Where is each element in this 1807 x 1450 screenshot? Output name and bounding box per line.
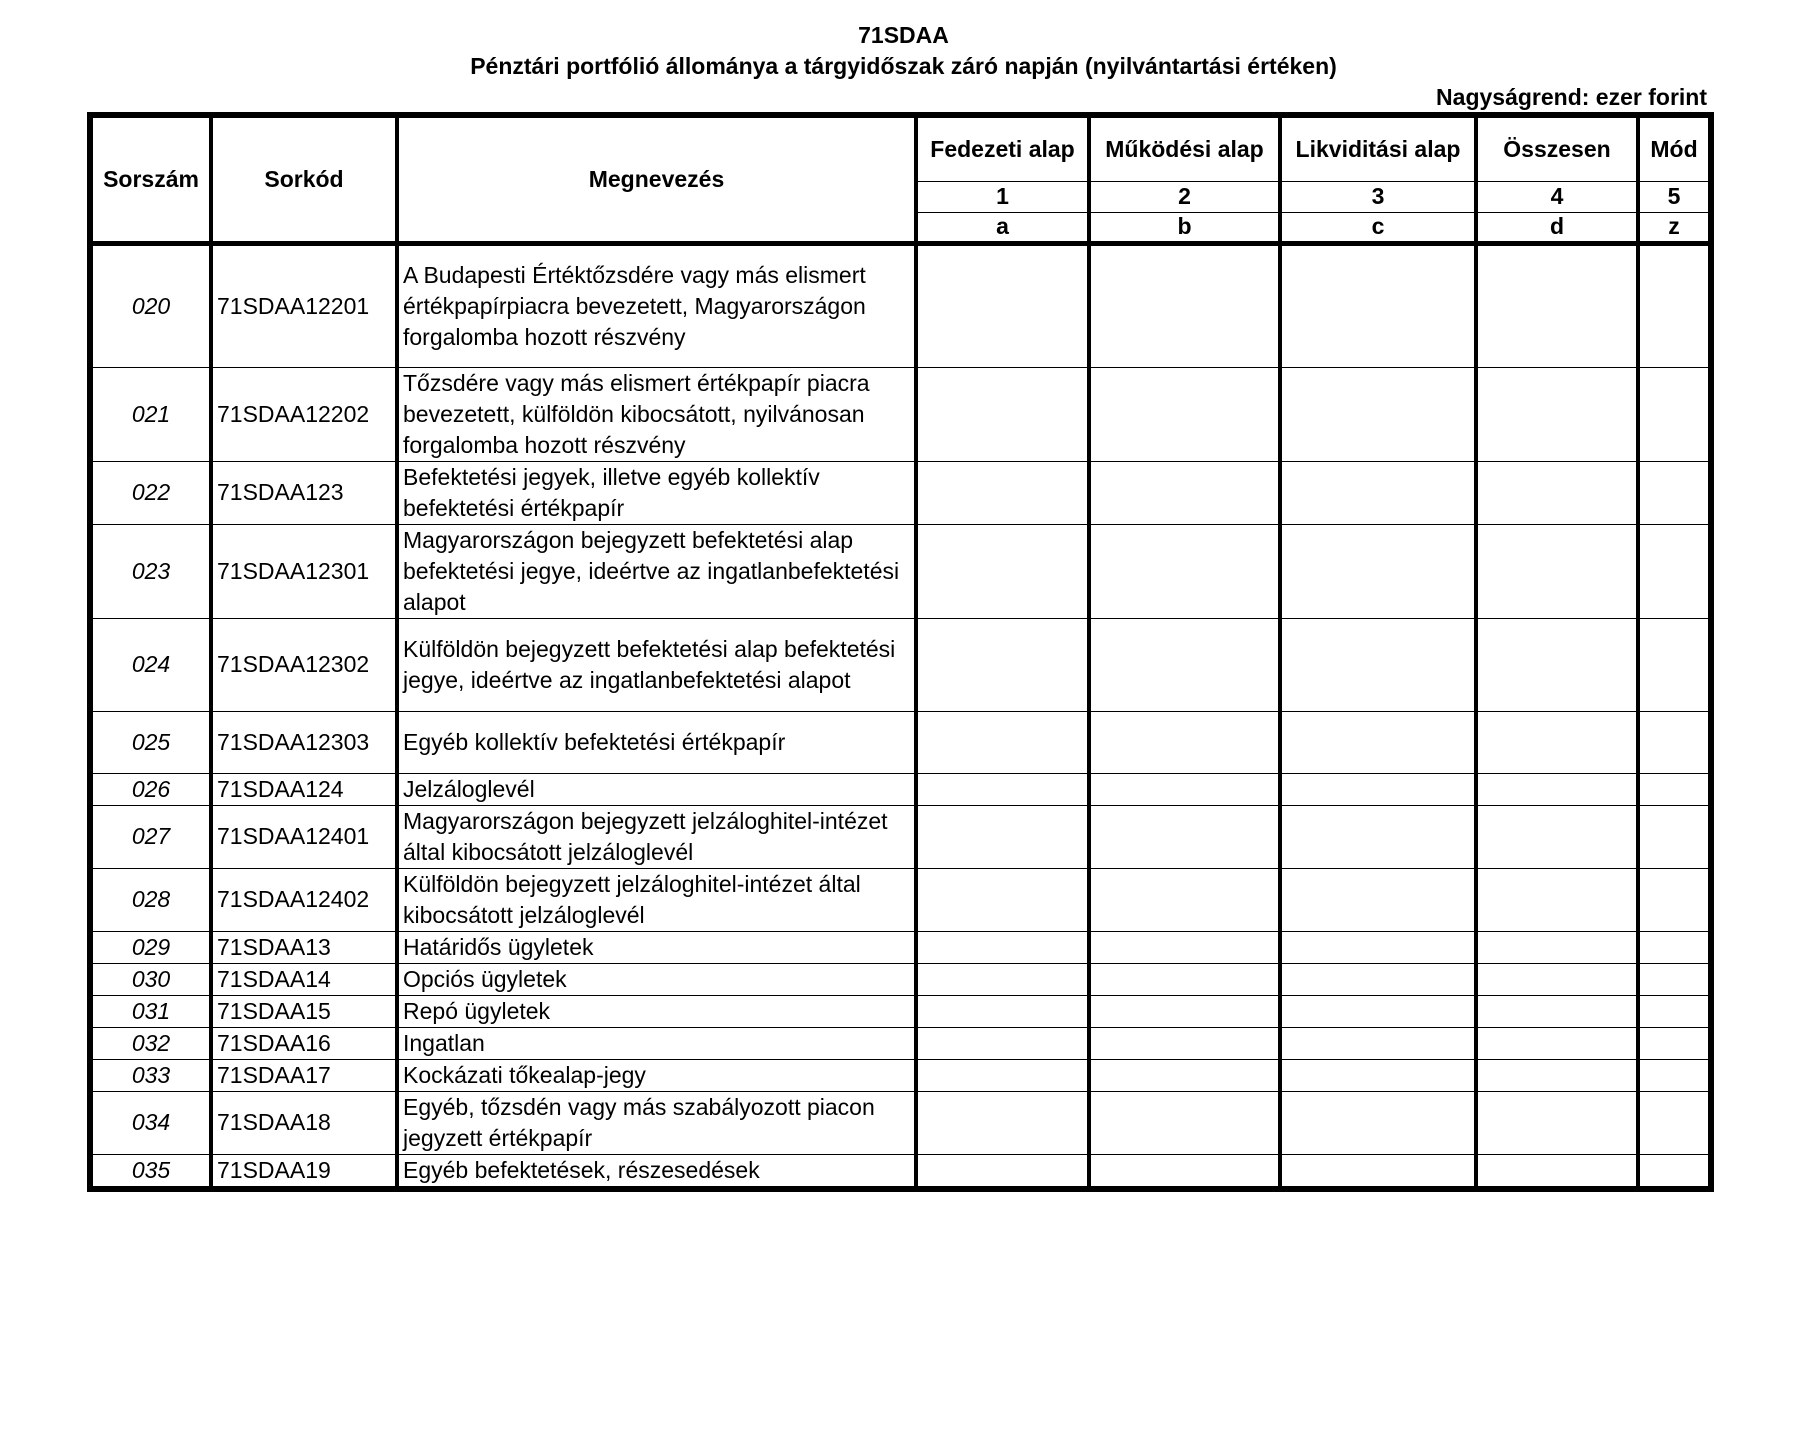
row-number: 023 [90, 524, 211, 618]
row-number: 033 [90, 1059, 211, 1091]
cell-fedezeti-alap[interactable] [916, 995, 1089, 1027]
cell-osszesen[interactable] [1476, 931, 1638, 963]
cell-mukodesi-alap[interactable] [1089, 711, 1280, 773]
cell-fedezeti-alap[interactable] [916, 868, 1089, 931]
cell-fedezeti-alap[interactable] [916, 1059, 1089, 1091]
cell-mod[interactable] [1638, 868, 1711, 931]
row-number: 028 [90, 868, 211, 931]
cell-mukodesi-alap[interactable] [1089, 1027, 1280, 1059]
cell-fedezeti-alap[interactable] [916, 931, 1089, 963]
cell-mukodesi-alap[interactable] [1089, 931, 1280, 963]
cell-osszesen[interactable] [1476, 243, 1638, 367]
row-description: Magyarországon bejegyzett befektetési alap befektetési jegye, ideértve az ingatlanbefektetési alapot [397, 524, 916, 618]
header-letter-z: z [1638, 212, 1711, 243]
row-description: Befektetési jegyek, illetve egyéb kollektív befektetési értékpapír [397, 461, 916, 524]
header-number-3: 3 [1280, 181, 1476, 212]
row-description: Opciós ügyletek [397, 963, 916, 995]
cell-osszesen[interactable] [1476, 963, 1638, 995]
cell-likviditasi-alap[interactable] [1280, 243, 1476, 367]
cell-fedezeti-alap[interactable] [916, 367, 1089, 461]
row-number: 026 [90, 773, 211, 805]
row-description: Tőzsdére vagy más elismert értékpapír piacra bevezetett, külföldön kibocsátott, nyilvánosan forgalomba hozott részvény [397, 367, 916, 461]
row-number: 027 [90, 805, 211, 868]
row-description: Kockázati tőkealap-jegy [397, 1059, 916, 1091]
row-code: 71SDAA18 [211, 1091, 397, 1154]
cell-likviditasi-alap[interactable] [1280, 461, 1476, 524]
cell-osszesen[interactable] [1476, 805, 1638, 868]
row-description: Egyéb befektetések, részesedések [397, 1154, 916, 1189]
table-row [90, 711, 1711, 773]
cell-mod[interactable] [1638, 524, 1711, 618]
row-number: 034 [90, 1091, 211, 1154]
row-code: 71SDAA123 [211, 461, 397, 524]
header-letter-a: a [916, 212, 1089, 243]
cell-mod[interactable] [1638, 805, 1711, 868]
cell-osszesen[interactable] [1476, 1154, 1638, 1189]
row-code: 71SDAA14 [211, 963, 397, 995]
cell-mod[interactable] [1638, 1059, 1711, 1091]
unit-label: Nagyságrend: ezer forint [1436, 84, 1707, 110]
cell-osszesen[interactable] [1476, 367, 1638, 461]
row-description: Ingatlan [397, 1027, 916, 1059]
cell-likviditasi-alap[interactable] [1280, 1059, 1476, 1091]
cell-mod[interactable] [1638, 1154, 1711, 1189]
cell-osszesen[interactable] [1476, 868, 1638, 931]
header-letter-c: c [1280, 212, 1476, 243]
cell-fedezeti-alap[interactable] [916, 773, 1089, 805]
cell-mod[interactable] [1638, 1091, 1711, 1154]
row-code: 71SDAA12202 [211, 367, 397, 461]
table-row [90, 1027, 1711, 1059]
row-number: 035 [90, 1154, 211, 1189]
row-description: Repó ügyletek [397, 995, 916, 1027]
cell-mod[interactable] [1638, 618, 1711, 711]
cell-likviditasi-alap[interactable] [1280, 367, 1476, 461]
report-code: 71SDAA [858, 22, 949, 48]
cell-fedezeti-alap[interactable] [916, 243, 1089, 367]
cell-mukodesi-alap[interactable] [1089, 1091, 1280, 1154]
cell-fedezeti-alap[interactable] [916, 524, 1089, 618]
table-row [90, 773, 1711, 805]
cell-osszesen[interactable] [1476, 524, 1638, 618]
cell-mukodesi-alap[interactable] [1089, 868, 1280, 931]
cell-mod[interactable] [1638, 367, 1711, 461]
cell-mod[interactable] [1638, 773, 1711, 805]
cell-mod[interactable] [1638, 963, 1711, 995]
cell-likviditasi-alap[interactable] [1280, 995, 1476, 1027]
portfolio-table [87, 112, 1714, 1192]
header-osszesen: Összesen [1476, 115, 1638, 181]
cell-fedezeti-alap[interactable] [916, 711, 1089, 773]
row-code: 71SDAA12301 [211, 524, 397, 618]
cell-mukodesi-alap[interactable] [1089, 618, 1280, 711]
table-row [90, 1091, 1711, 1154]
cell-mukodesi-alap[interactable] [1089, 1154, 1280, 1189]
cell-fedezeti-alap[interactable] [916, 805, 1089, 868]
table-row [90, 805, 1711, 868]
row-number: 022 [90, 461, 211, 524]
row-description: Jelzáloglevél [397, 773, 916, 805]
table-row [90, 868, 1711, 931]
cell-mod[interactable] [1638, 243, 1711, 367]
cell-likviditasi-alap[interactable] [1280, 524, 1476, 618]
row-code: 71SDAA124 [211, 773, 397, 805]
table-row [90, 1154, 1711, 1189]
row-number: 020 [90, 243, 211, 367]
cell-mukodesi-alap[interactable] [1089, 367, 1280, 461]
cell-likviditasi-alap[interactable] [1280, 963, 1476, 995]
cell-mukodesi-alap[interactable] [1089, 773, 1280, 805]
row-description: A Budapesti Értéktőzsdére vagy más elismert értékpapírpiacra bevezetett, Magyarországon forgalomba hozott részvény [397, 243, 916, 367]
row-code: 71SDAA12401 [211, 805, 397, 868]
header-number-5: 5 [1638, 181, 1711, 212]
table-row [90, 995, 1711, 1027]
table-row [90, 1059, 1711, 1091]
header-number-1: 1 [916, 181, 1089, 212]
cell-mukodesi-alap[interactable] [1089, 524, 1280, 618]
row-code: 71SDAA19 [211, 1154, 397, 1189]
cell-mukodesi-alap[interactable] [1089, 243, 1280, 367]
row-description: Határidős ügyletek [397, 931, 916, 963]
cell-osszesen[interactable] [1476, 1027, 1638, 1059]
row-description: Egyéb kollektív befektetési értékpapír [397, 711, 916, 773]
cell-likviditasi-alap[interactable] [1280, 618, 1476, 711]
row-number: 021 [90, 367, 211, 461]
cell-osszesen[interactable] [1476, 618, 1638, 711]
cell-osszesen[interactable] [1476, 461, 1638, 524]
cell-likviditasi-alap[interactable] [1280, 805, 1476, 868]
row-description: Külföldön bejegyzett jelzáloghitel-intézet által kibocsátott jelzáloglevél [397, 868, 916, 931]
cell-mukodesi-alap[interactable] [1089, 1059, 1280, 1091]
cell-fedezeti-alap[interactable] [916, 1154, 1089, 1189]
cell-likviditasi-alap[interactable] [1280, 1027, 1476, 1059]
cell-mod[interactable] [1638, 995, 1711, 1027]
table-row [90, 524, 1711, 618]
cell-mukodesi-alap[interactable] [1089, 995, 1280, 1027]
table-row [90, 243, 1711, 367]
row-code: 71SDAA15 [211, 995, 397, 1027]
row-code: 71SDAA12302 [211, 618, 397, 711]
cell-osszesen[interactable] [1476, 995, 1638, 1027]
header-mod: Mód [1638, 115, 1711, 181]
cell-mod[interactable] [1638, 461, 1711, 524]
header-number-2: 2 [1089, 181, 1280, 212]
row-description: Magyarországon bejegyzett jelzáloghitel-intézet által kibocsátott jelzáloglevél [397, 805, 916, 868]
cell-osszesen[interactable] [1476, 773, 1638, 805]
table-row [90, 963, 1711, 995]
row-description: Külföldön bejegyzett befektetési alap befektetési jegye, ideértve az ingatlanbefektetési alapot [397, 618, 916, 711]
report-title: Pénztári portfólió állománya a tárgyidőszak záró napján (nyilvántartási értéken) [470, 53, 1337, 79]
header-number-4: 4 [1476, 181, 1638, 212]
cell-likviditasi-alap[interactable] [1280, 868, 1476, 931]
row-number: 031 [90, 995, 211, 1027]
row-number: 030 [90, 963, 211, 995]
header-likviditasi-alap: Likviditási alap [1280, 115, 1476, 181]
cell-likviditasi-alap[interactable] [1280, 931, 1476, 963]
table-row [90, 618, 1711, 711]
cell-mod[interactable] [1638, 711, 1711, 773]
table-row [90, 931, 1711, 963]
header-mukodesi-alap: Működési alap [1089, 115, 1280, 181]
row-code: 71SDAA12303 [211, 711, 397, 773]
row-code: 71SDAA13 [211, 931, 397, 963]
cell-mukodesi-alap[interactable] [1089, 963, 1280, 995]
table-row [90, 367, 1711, 461]
row-code: 71SDAA17 [211, 1059, 397, 1091]
cell-mukodesi-alap[interactable] [1089, 805, 1280, 868]
table-body [90, 243, 1711, 1189]
header-letter-d: d [1476, 212, 1638, 243]
row-code: 71SDAA12201 [211, 243, 397, 367]
row-code: 71SDAA12402 [211, 868, 397, 931]
cell-fedezeti-alap[interactable] [916, 963, 1089, 995]
cell-mukodesi-alap[interactable] [1089, 461, 1280, 524]
row-code: 71SDAA16 [211, 1027, 397, 1059]
header-sorszam: Sorszám [90, 115, 211, 243]
row-number: 024 [90, 618, 211, 711]
cell-osszesen[interactable] [1476, 711, 1638, 773]
cell-fedezeti-alap[interactable] [916, 1091, 1089, 1154]
header-sorkod: Sorkód [211, 115, 397, 243]
cell-mod[interactable] [1638, 1027, 1711, 1059]
cell-likviditasi-alap[interactable] [1280, 711, 1476, 773]
header-fedezeti-alap: Fedezeti alap [916, 115, 1089, 181]
cell-likviditasi-alap[interactable] [1280, 773, 1476, 805]
row-description: Egyéb, tőzsdén vagy más szabályozott piacon jegyzett értékpapír [397, 1091, 916, 1154]
cell-osszesen[interactable] [1476, 1091, 1638, 1154]
cell-fedezeti-alap[interactable] [916, 618, 1089, 711]
cell-fedezeti-alap[interactable] [916, 461, 1089, 524]
header-megnevezes: Megnevezés [397, 115, 916, 243]
cell-mod[interactable] [1638, 931, 1711, 963]
cell-fedezeti-alap[interactable] [916, 1027, 1089, 1059]
cell-likviditasi-alap[interactable] [1280, 1154, 1476, 1189]
row-number: 032 [90, 1027, 211, 1059]
cell-osszesen[interactable] [1476, 1059, 1638, 1091]
table-row [90, 461, 1711, 524]
cell-likviditasi-alap[interactable] [1280, 1091, 1476, 1154]
row-number: 029 [90, 931, 211, 963]
row-number: 025 [90, 711, 211, 773]
header-letter-b: b [1089, 212, 1280, 243]
